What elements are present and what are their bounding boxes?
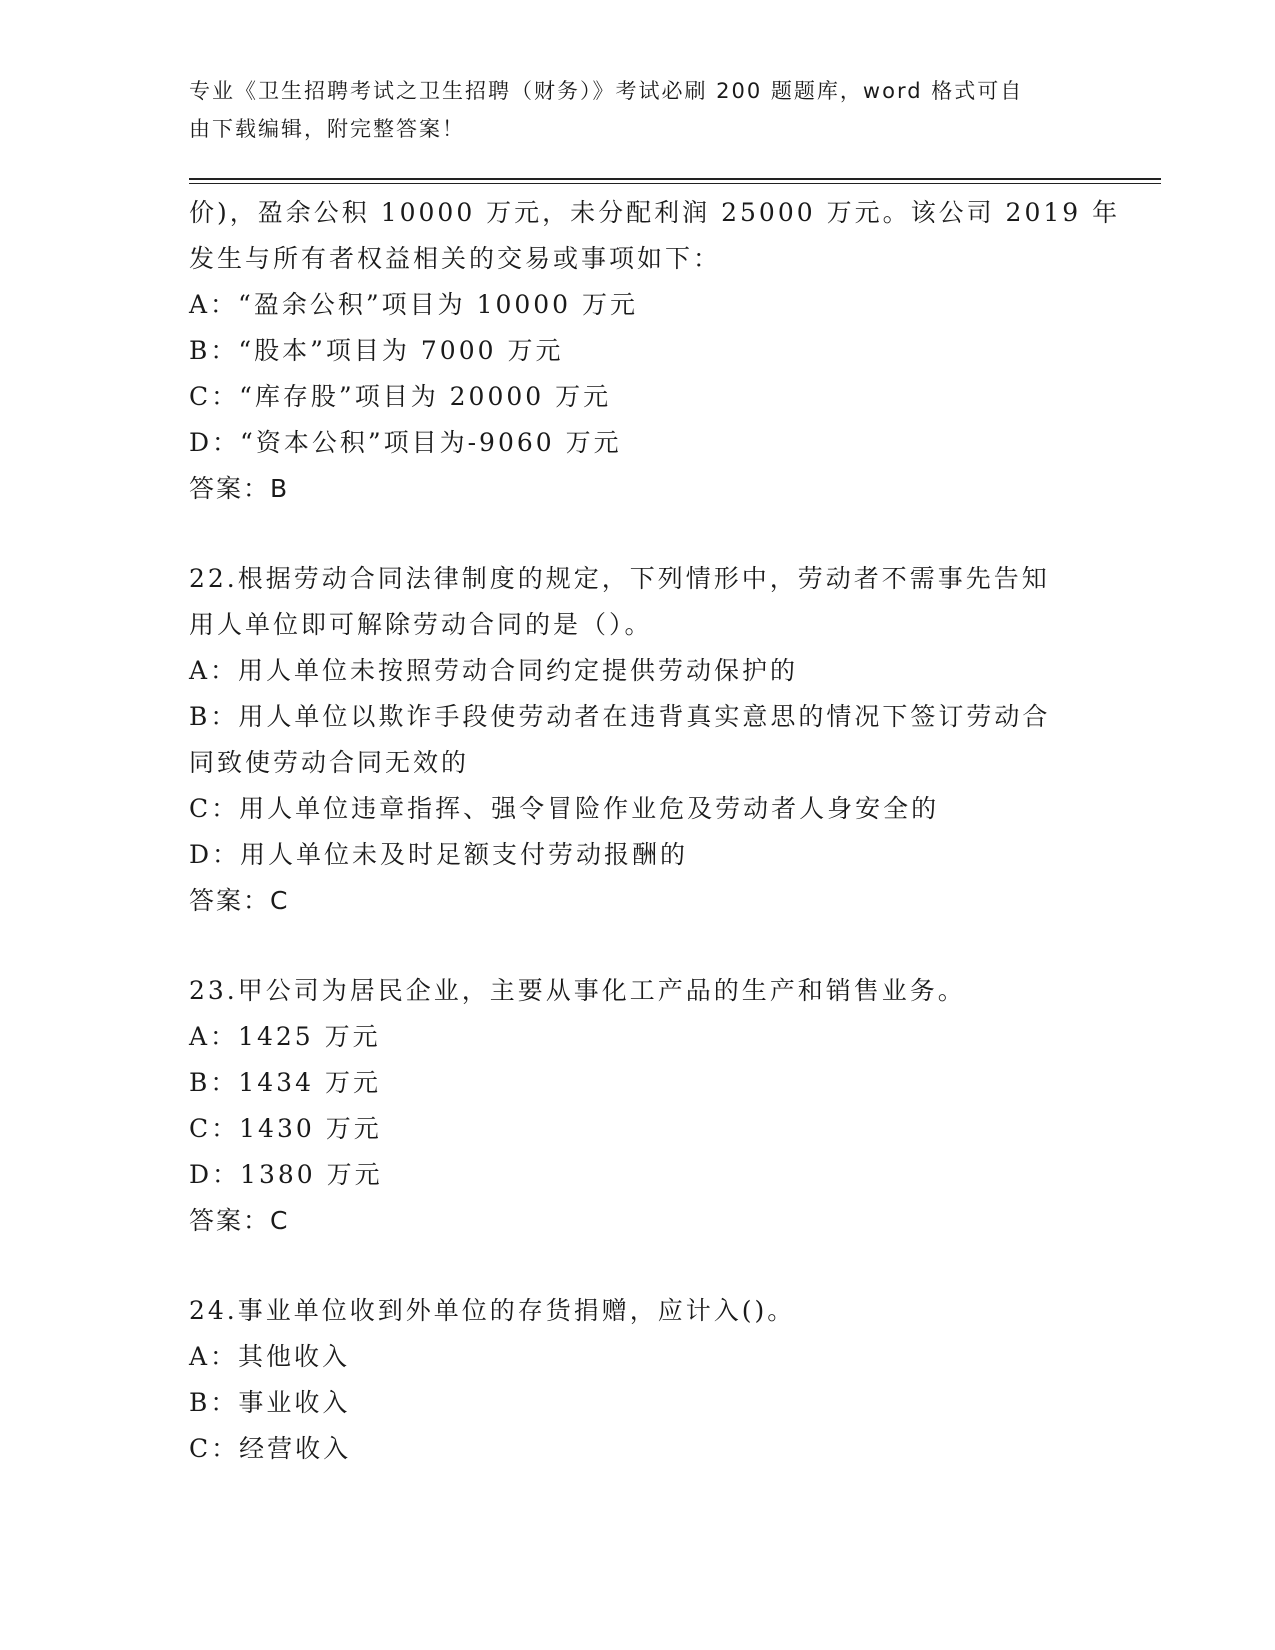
option-b: B：用人单位以欺诈手段使劳动者在违背真实意思的情况下签订劳动合 [189, 702, 1051, 731]
question-stem-line: 23.甲公司为居民企业，主要从事化工产品的生产和销售业务。 [189, 976, 966, 1005]
question-24-block [189, 1288, 1089, 1472]
question-content [189, 190, 1121, 1472]
option-c: C：1430 万元 [189, 1114, 382, 1143]
question-stem-line: 22.根据劳动合同法律制度的规定，下列情形中，劳动者不需事先告知 [189, 564, 1050, 593]
option-c: C：用人单位违章指挥、强令冒险作业危及劳动者人身安全的 [189, 794, 940, 823]
question-stem-line: 价)，盈余公积 10000 万元，未分配利润 25000 万元。该公司 2019 年 [189, 198, 1121, 227]
question-22-block [189, 556, 1089, 924]
option-b: B：“股本”项目为 7000 万元 [189, 336, 564, 365]
header-line-1: 专业《卫生招聘考试之卫生招聘（财务）》考试必刷 200 题题库，word 格式可自 [189, 79, 1024, 103]
option-d: D：“资本公积”项目为-9060 万元 [189, 428, 622, 457]
question-stem-line: 发生与所有者权益相关的交易或事项如下： [189, 244, 722, 273]
option-b: B：1434 万元 [189, 1068, 381, 1097]
answer-line: 答案：B [189, 474, 290, 503]
option-c: C：经营收入 [189, 1434, 352, 1463]
header-line-2: 由下载编辑，附完整答案！ [189, 117, 465, 141]
question-23-block [189, 968, 1089, 1244]
answer-line: 答案：C [189, 886, 290, 915]
option-c: C：“库存股”项目为 20000 万元 [189, 382, 612, 411]
option-b: B：事业收入 [189, 1388, 351, 1417]
option-a: A：其他收入 [189, 1342, 351, 1371]
question-stem-line: 用人单位即可解除劳动合同的是（）。 [189, 610, 653, 639]
option-b-continued: 同致使劳动合同无效的 [189, 748, 470, 777]
page-header [189, 72, 1069, 148]
header-rule-thick [189, 178, 1161, 180]
answer-line: 答案：C [189, 1206, 290, 1235]
option-a: A：“盈余公积”项目为 10000 万元 [189, 290, 639, 319]
header-rule-thin [189, 183, 1161, 184]
option-a: A：1425 万元 [189, 1022, 381, 1051]
option-a: A：用人单位未按照劳动合同约定提供劳动保护的 [189, 656, 799, 685]
question-stem-line: 24.事业单位收到外单位的存货捐赠，应计入()。 [189, 1296, 796, 1325]
option-d: D：用人单位未及时足额支付劳动报酬的 [189, 840, 689, 869]
question-21-block [189, 190, 1121, 512]
option-d: D：1380 万元 [189, 1160, 383, 1189]
